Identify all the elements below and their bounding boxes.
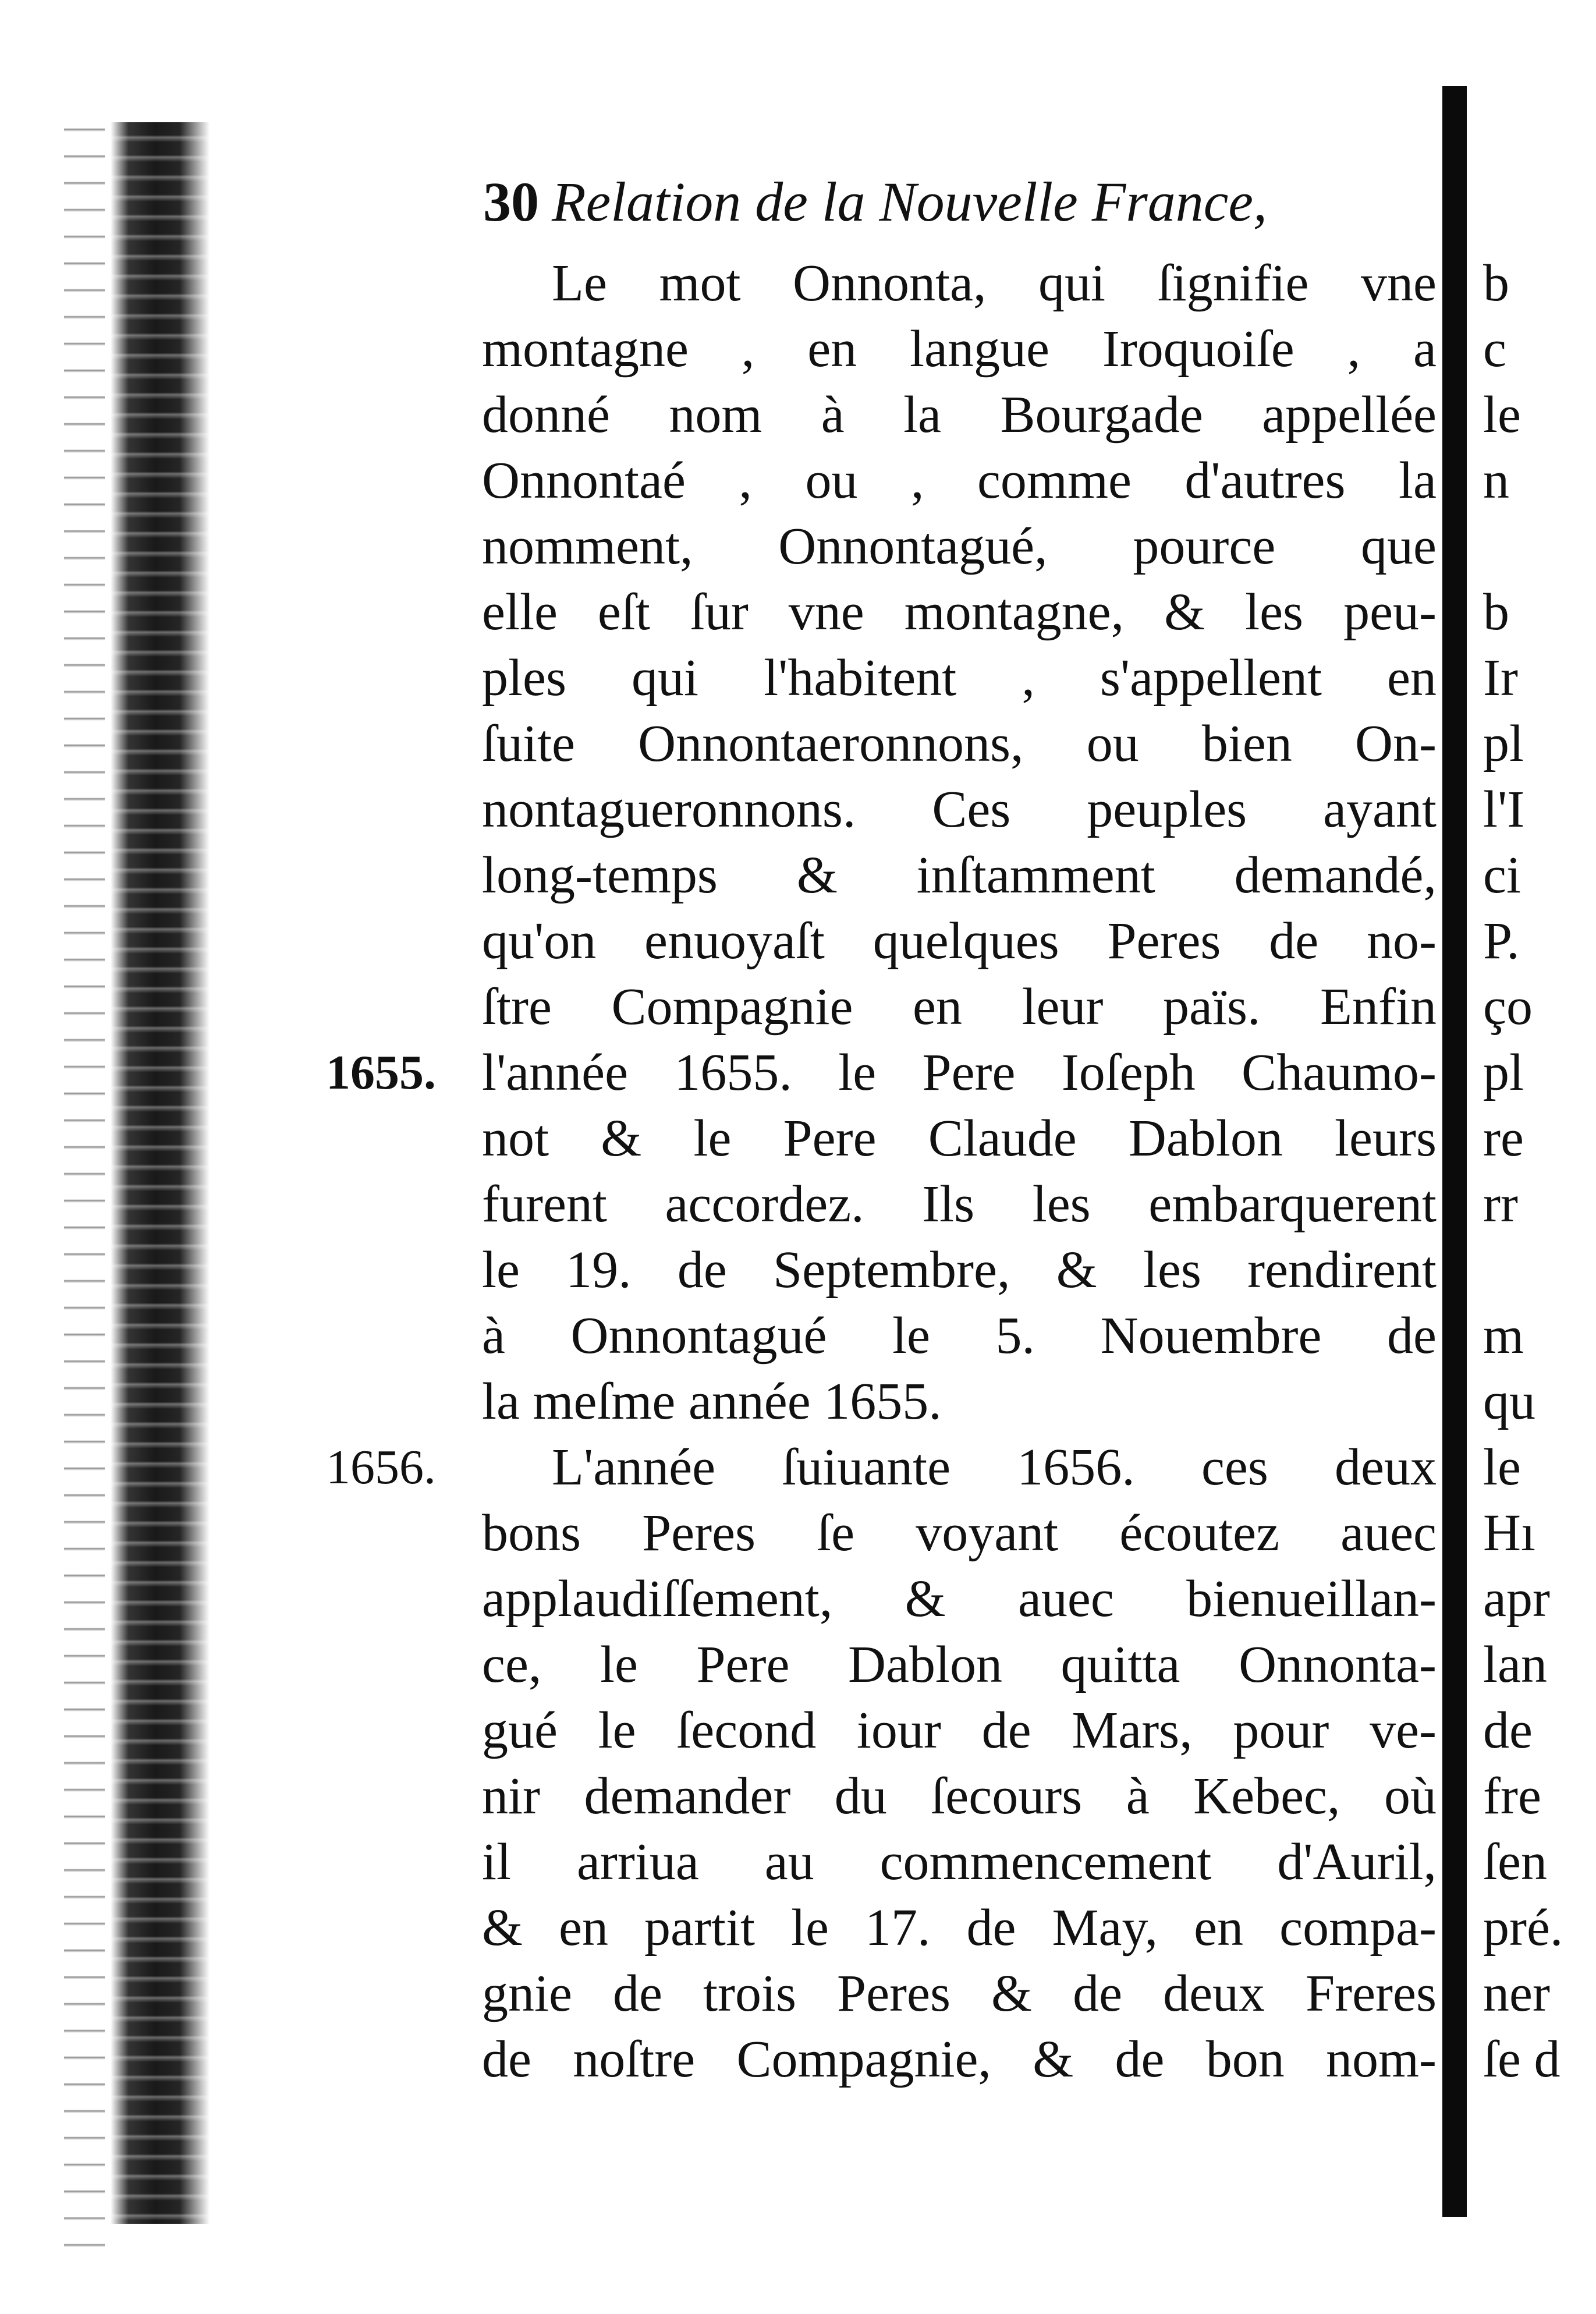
text-line: donné nom à la Bourgade appellée	[482, 386, 1437, 444]
fragment-line: le	[1483, 386, 1521, 444]
margin-year-1656: 1656.	[326, 1440, 436, 1494]
fragment-line: ner	[1483, 1965, 1550, 2022]
text-line: long-temps & inſtamment demandé,	[482, 846, 1437, 904]
margin-year-1655: 1655.	[326, 1046, 436, 1100]
fragment-line	[1483, 1237, 1596, 1303]
fragment-line: Hı	[1483, 1504, 1535, 1562]
fragment-line: le	[1483, 1438, 1521, 1496]
gutter-speckle	[64, 105, 105, 2247]
fragment-line: rr	[1483, 1175, 1518, 1233]
text-line: applaudiſſement, & auec bienueillan-	[482, 1570, 1437, 1628]
fragment-line: m	[1483, 1307, 1524, 1365]
fragment-line: b	[1483, 583, 1509, 641]
text-line: l'année 1655. le Pere Ioſeph Chaumo-	[482, 1044, 1437, 1101]
fragment-line: c	[1483, 320, 1506, 378]
text-line: à Onnontagué le 5. Nouembre de	[482, 1307, 1437, 1365]
fragment-line: pl	[1483, 1044, 1524, 1101]
text-line: & en partit le 17. de May, en compa-	[482, 1899, 1437, 1957]
fragment-line	[1483, 513, 1596, 579]
text-line: ſtre Compagnie en leur païs. Enfin	[482, 978, 1437, 1036]
text-line: Onnontaé , ou , comme d'autres la	[482, 452, 1437, 509]
text-line: le 19. de Septembre, & les rendirent	[482, 1241, 1437, 1299]
fragment-line: de	[1483, 1702, 1533, 1759]
fragment-line: l'I	[1483, 781, 1525, 838]
text-line: de noſtre Compagnie, & de bon nom-	[482, 2030, 1437, 2088]
fragment-line: ço	[1483, 978, 1533, 1036]
text-line: elle eſt ſur vne montagne, & les peu-	[482, 583, 1437, 641]
fragment-line: P.	[1483, 912, 1520, 970]
fragment-line: apr	[1483, 1570, 1550, 1628]
text-line: qu'on enuoyaſt quelques Peres de no-	[482, 912, 1437, 970]
fragment-line: b	[1483, 254, 1509, 312]
text-line: not & le Pere Claude Dablon leurs	[482, 1110, 1437, 1167]
text-line: furent accordez. Ils les embarquerent	[482, 1175, 1437, 1233]
running-header	[483, 158, 1438, 246]
fragment-line: fre	[1483, 1767, 1541, 1825]
text-line: gnie de trois Peres & de deux Freres	[482, 1965, 1437, 2022]
fragment-line: re	[1483, 1110, 1524, 1167]
text-line: bons Peres ſe voyant écoutez auec	[482, 1504, 1437, 1562]
text-line: il arriua au commencement d'Auril,	[482, 1833, 1437, 1891]
text-line: la meſme année 1655.	[482, 1373, 942, 1430]
fragment-line: ſe d	[1483, 2030, 1560, 2088]
text-column	[482, 250, 1437, 2092]
fragment-line: pré.	[1483, 1899, 1563, 1957]
text-line: L'année ſuiuante 1656. ces deux	[552, 1438, 1437, 1496]
fragment-line: qu	[1483, 1373, 1535, 1430]
facing-page-fragments	[1483, 250, 1596, 2092]
fragment-line: lan	[1483, 1636, 1547, 1693]
text-line: montagne , en langue Iroquoiſe , a	[482, 320, 1437, 378]
text-line: gué le ſecond iour de Mars, pour ve-	[482, 1702, 1437, 1759]
binding-gutter	[111, 122, 210, 2224]
fragment-line: n	[1483, 452, 1509, 509]
fragment-line: Ir	[1483, 649, 1518, 707]
column-divider	[1442, 86, 1467, 2217]
page-number: 30	[483, 171, 539, 233]
text-line: ples qui l'habitent , s'appellent en	[482, 649, 1437, 707]
text-line: ſuite Onnontaeronnons, ou bien On-	[482, 715, 1437, 772]
text-line: nontagueronnons. Ces peuples ayant	[482, 781, 1437, 838]
fragment-line: ci	[1483, 846, 1521, 904]
text-line: nomment, Onnontagué, pource que	[482, 518, 1437, 575]
text-line: ce, le Pere Dablon quitta Onnonta-	[482, 1636, 1437, 1693]
running-title: Relation de la Nouvelle France,	[552, 171, 1267, 233]
text-line: nir demander du ſecours à Kebec, où	[482, 1767, 1437, 1825]
text-line: Le mot Onnonta, qui ſignifie vne	[552, 254, 1437, 312]
fragment-line: ſen	[1483, 1833, 1547, 1891]
fragment-line: pl	[1483, 715, 1524, 772]
